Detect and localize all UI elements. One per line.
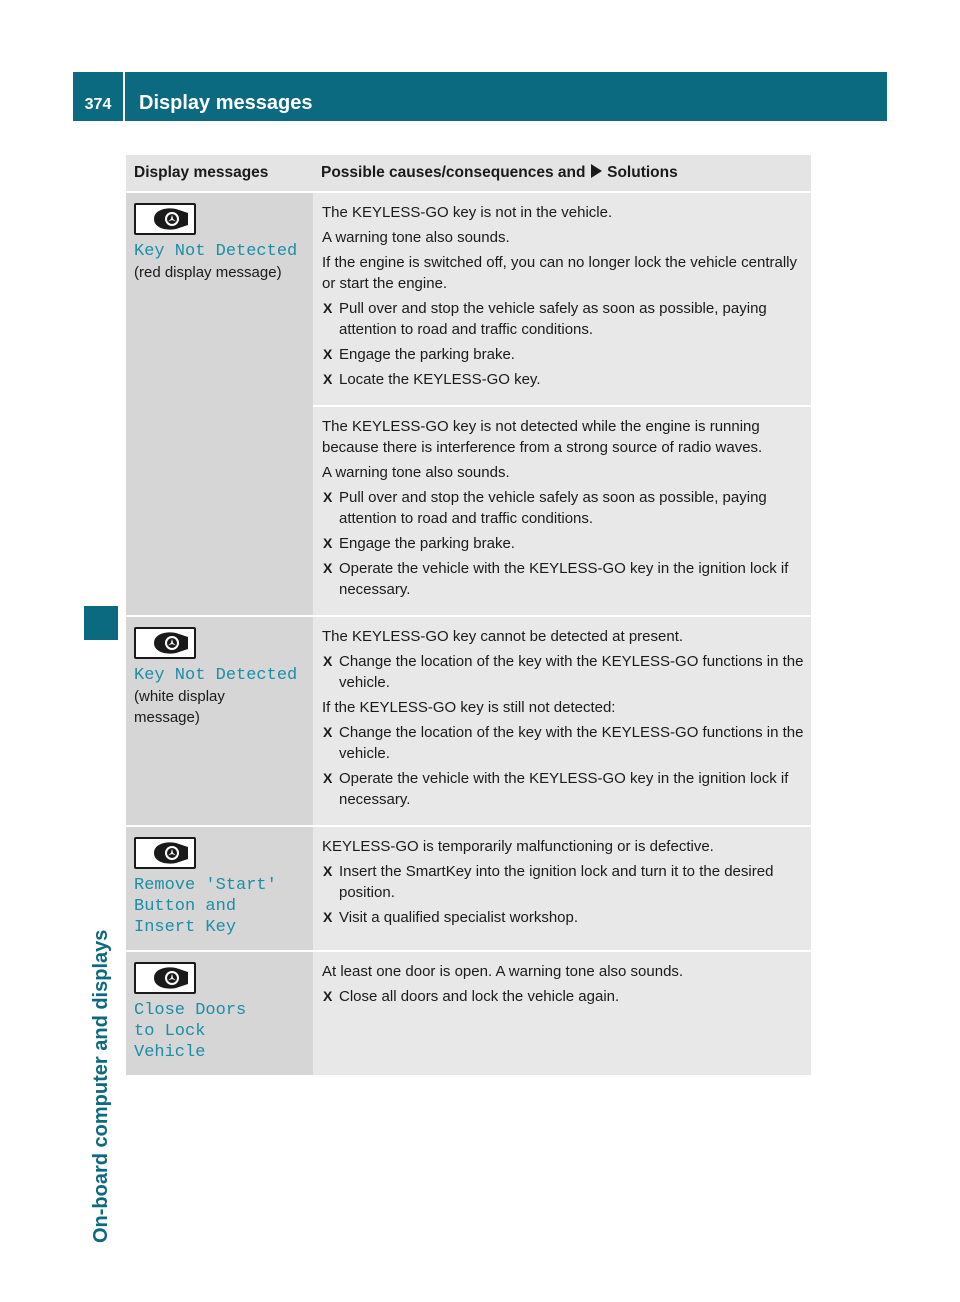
solution-step	[322, 861, 804, 903]
solution-step-text: Engage the parking brake.	[339, 346, 515, 363]
display-message-text: Remove 'Start' Button and Insert Key	[134, 876, 288, 937]
step-arrow-icon: X	[323, 489, 333, 505]
step-arrow-icon: X	[323, 300, 333, 316]
display-message-note: (white display message)	[134, 688, 225, 726]
cause-text: A warning tone also sounds.	[322, 229, 510, 246]
solution-step	[322, 558, 804, 600]
arrow-right-icon	[591, 164, 602, 178]
solution-step-text: Pull over and stop the vehicle safely as soon as possible, paying attention to road and traffic conditions.	[339, 489, 767, 527]
column-header-solutions-text: Solutions	[607, 164, 678, 181]
table-header-row	[126, 155, 811, 192]
key-icon	[134, 837, 196, 869]
display-message-note: (red display message)	[134, 264, 282, 281]
solution-cell	[313, 406, 811, 616]
step-arrow-icon: X	[323, 724, 333, 740]
solution-step-text: Locate the KEYLESS-GO key.	[339, 371, 541, 388]
step-arrow-icon: X	[323, 988, 333, 1004]
step-arrow-icon: X	[323, 653, 333, 669]
page-title: Display messages	[139, 92, 313, 114]
cause-text: If the engine is switched off, you can no longer lock the vehicle centrally or start the engine.	[322, 254, 797, 292]
step-arrow-icon: X	[323, 535, 333, 551]
solution-step-text: Insert the SmartKey into the ignition lock and turn it to the desired position.	[339, 863, 774, 901]
table-row	[126, 192, 811, 406]
display-message-text: Key Not Detected	[134, 666, 298, 685]
display-message-text: Key Not Detected	[134, 242, 298, 261]
solution-cell	[313, 192, 811, 406]
solution-step-text: Visit a qualified specialist workshop.	[339, 909, 579, 926]
cause-text: If the KEYLESS-GO key is still not detected:	[322, 699, 616, 716]
cause-text: A warning tone also sounds.	[322, 464, 510, 481]
step-arrow-icon: X	[323, 770, 333, 786]
display-messages-table	[126, 155, 811, 1077]
cause-text: The KEYLESS-GO key is not in the vehicle.	[322, 204, 613, 221]
cause-text: KEYLESS-GO is temporarily malfunctioning or is defective.	[322, 838, 714, 855]
solution-step-text: Change the location of the key with the KEYLESS-GO functions in the vehicle.	[339, 653, 804, 691]
solution-step	[322, 986, 804, 1007]
solution-step	[322, 768, 804, 810]
step-arrow-icon: X	[323, 863, 333, 879]
solution-step	[322, 487, 804, 529]
page-number: 374	[73, 72, 125, 121]
side-tab-label: On-board computer and displays	[89, 929, 112, 1243]
solution-step	[322, 533, 804, 554]
key-icon	[134, 962, 196, 994]
display-message-text: Close Doors to Lock Vehicle	[134, 1001, 257, 1062]
column-header-causes-text: Possible causes/consequences and	[321, 164, 586, 181]
cause-text: At least one door is open. A warning tone also sounds.	[322, 963, 684, 980]
message-cell	[126, 951, 313, 1076]
table-row	[126, 826, 811, 951]
message-cell	[126, 192, 313, 616]
solution-cell	[313, 826, 811, 951]
side-tab-block	[84, 606, 118, 640]
solution-step	[322, 722, 804, 764]
message-cell	[126, 616, 313, 826]
step-arrow-icon: X	[323, 909, 333, 925]
key-icon	[134, 627, 196, 659]
solution-step	[322, 344, 804, 365]
solution-cell	[313, 616, 811, 826]
column-header-display-messages: Display messages	[126, 155, 313, 192]
solution-step	[322, 369, 804, 390]
solution-step	[322, 298, 804, 340]
column-header-causes-solutions	[313, 155, 811, 192]
solution-step-text: Operate the vehicle with the KEYLESS-GO key in the ignition lock if necessary.	[339, 770, 789, 808]
step-arrow-icon: X	[323, 346, 333, 362]
solution-step-text: Close all doors and lock the vehicle again.	[339, 988, 620, 1005]
key-icon	[134, 203, 196, 235]
solution-step-text: Pull over and stop the vehicle safely as soon as possible, paying attention to road and traffic conditions.	[339, 300, 767, 338]
solution-step	[322, 907, 804, 928]
step-arrow-icon: X	[323, 560, 333, 576]
cause-text: The KEYLESS-GO key cannot be detected at present.	[322, 628, 684, 645]
table-row	[126, 951, 811, 1076]
solution-step-text: Change the location of the key with the KEYLESS-GO functions in the vehicle.	[339, 724, 804, 762]
solution-step	[322, 651, 804, 693]
message-cell	[126, 826, 313, 951]
cause-text: The KEYLESS-GO key is not detected while the engine is running because there is interference from a strong source of radio waves.	[322, 418, 763, 456]
solution-step-text: Operate the vehicle with the KEYLESS-GO key in the ignition lock if necessary.	[339, 560, 789, 598]
step-arrow-icon: X	[323, 371, 333, 387]
table-row	[126, 616, 811, 826]
solution-step-text: Engage the parking brake.	[339, 535, 515, 552]
solution-cell	[313, 951, 811, 1076]
page-header	[73, 72, 887, 121]
